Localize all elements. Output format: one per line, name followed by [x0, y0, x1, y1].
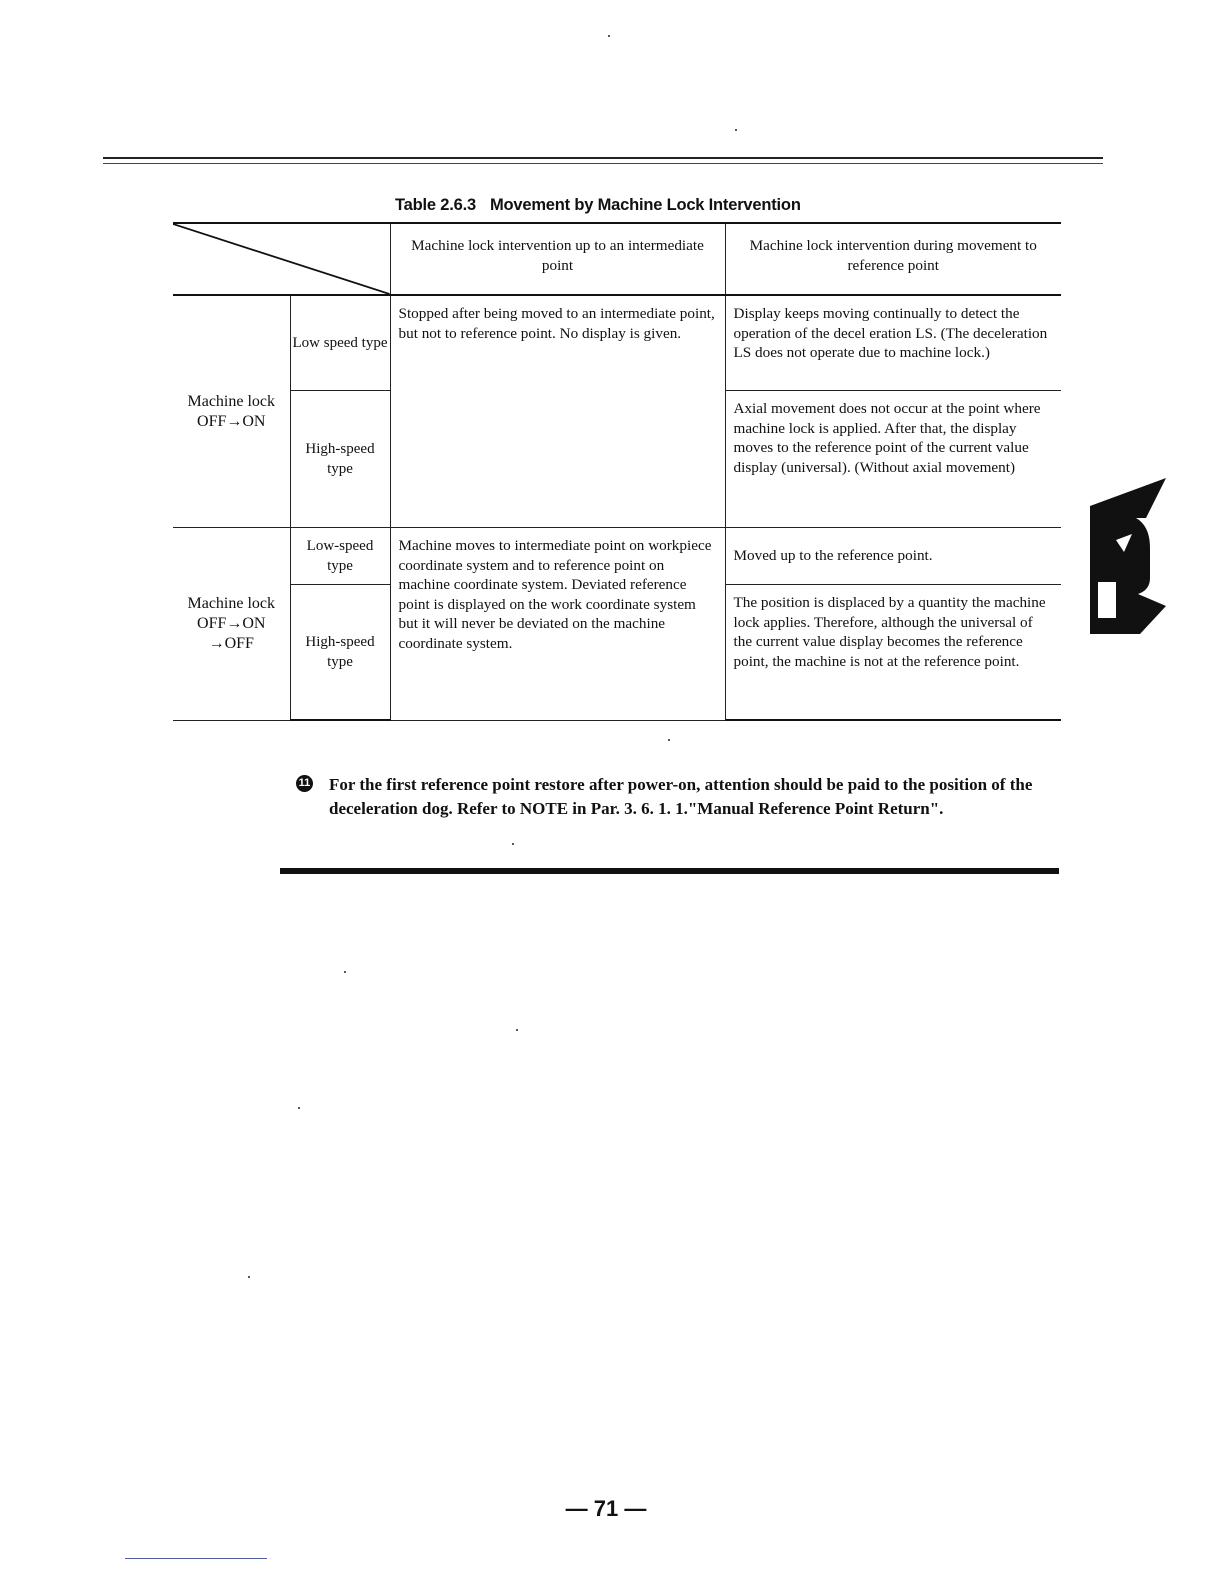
chapter-tab-icon — [1076, 478, 1166, 634]
caption-title: Movement by Machine Lock Intervention — [489, 196, 801, 214]
scan-speck — [516, 1029, 518, 1031]
cell-reference: Axial movement does not occur at the point where machine lock is applied. After that, the display moves to the reference point of the current value display (universal). (Without axial movement) — [725, 391, 1061, 528]
page-number: — 71 — — [565, 1496, 647, 1521]
section-end-rule — [280, 868, 1059, 874]
cell-intermediate: Stopped after being moved to an intermediate point, but not to reference point. No display is given. — [390, 295, 725, 528]
caption-number: Table 2.6.3 — [395, 196, 476, 214]
type-label: Low speed type — [290, 295, 390, 391]
top-rule — [103, 157, 1103, 159]
note-bullet-icon: 11 — [296, 775, 313, 792]
note-paragraph — [296, 773, 1066, 821]
footer-link-rule — [125, 1558, 267, 1559]
table-caption — [395, 196, 801, 215]
col-header-reference: Machine lock intervention during movement to reference point — [725, 223, 1061, 295]
type-label: High-speed type — [290, 391, 390, 528]
scan-speck — [735, 129, 737, 131]
note-text: For the first reference point restore after power-on, attention should be paid to the position of the deceleration dog. Refer to NOTE in Par. 3. 6. 1. 1."Manual Reference Point Return". — [329, 775, 1033, 818]
scan-speck — [512, 843, 514, 845]
scan-speck — [344, 971, 346, 973]
scan-speck — [248, 1276, 250, 1278]
table-row — [173, 528, 1061, 585]
cell-reference: Display keeps moving continually to detect the operation of the decel eration LS. (The deceleration LS does not operate due to machine lock.) — [725, 295, 1061, 391]
scan-speck — [668, 739, 670, 741]
type-label: High-speed type — [290, 585, 390, 721]
table-header-row — [173, 223, 1061, 295]
col-header-intermediate: Machine lock intervention up to an intermediate point — [390, 223, 725, 295]
table-row — [173, 295, 1061, 391]
cell-intermediate: Machine moves to intermediate point on workpiece coordinate system and to reference point on machine coordinate system. Deviated reference point is displayed on the work coordinate system but it will never be deviated on the machine coordinate system. — [390, 528, 725, 721]
diagonal-line — [173, 224, 390, 294]
machine-lock-table — [173, 222, 1061, 721]
scan-speck — [298, 1107, 300, 1109]
type-label: Low-speed type — [290, 528, 390, 585]
scan-speck — [608, 35, 610, 37]
group-label-off-on: Machine lock OFF→ON — [173, 295, 290, 528]
corner-diagonal-cell — [173, 223, 390, 295]
cell-reference: The position is displaced by a quantity the machine lock applies. Therefore, although the universal of the current value display becomes the reference point, the machine is not at the reference point. — [725, 585, 1061, 721]
cell-reference: Moved up to the reference point. — [725, 528, 1061, 585]
group-label-off-on-off: Machine lock OFF→ON →OFF — [173, 528, 290, 721]
top-rule-thin — [103, 163, 1103, 164]
